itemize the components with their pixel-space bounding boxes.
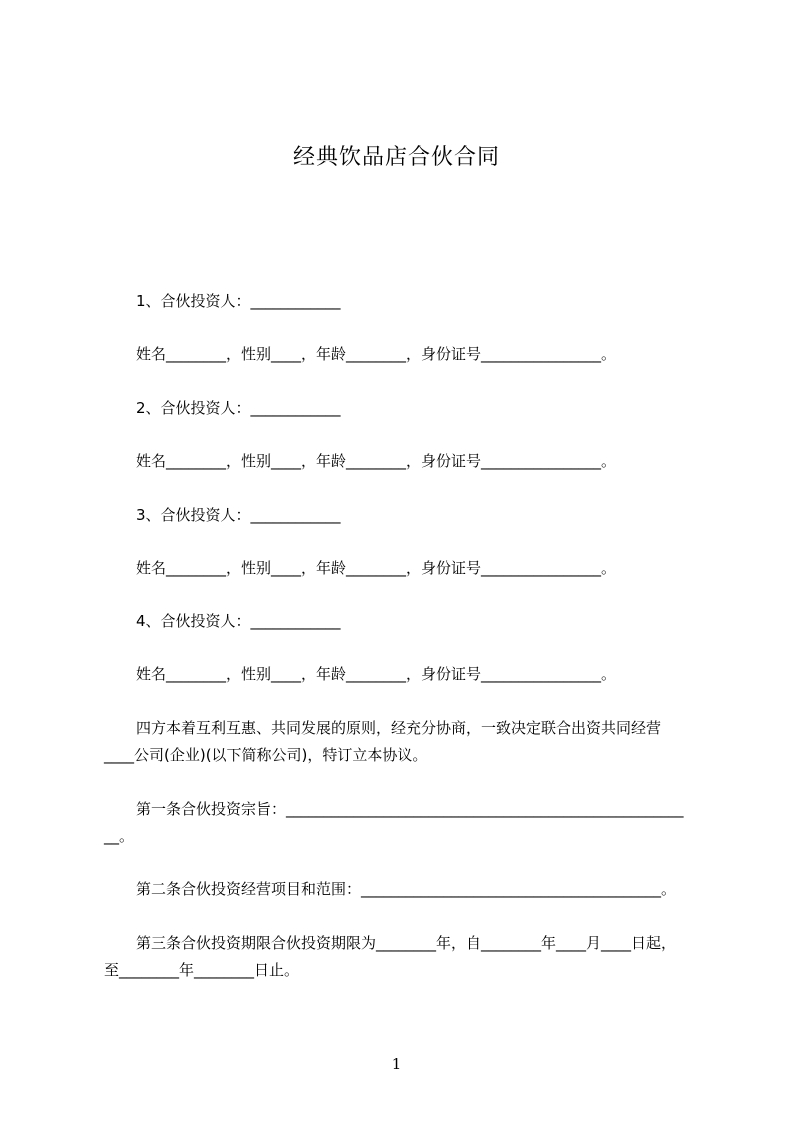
article-1-line-2: __。: [104, 827, 135, 845]
article-1-line-1: 第一条合伙投资宗旨：_____________________________________________________: [136, 800, 684, 818]
partner-1-heading: 1、合伙投资人：____________: [136, 292, 341, 310]
document-title: 经典饮品店合伙合同: [292, 145, 500, 170]
article-3-line-1: 第三条合伙投资期限合伙投资期限为________年，自________年____月____日起，: [136, 934, 677, 952]
preamble-line-2: ____公司(企业)(以下简称公司)，特订立本协议。: [104, 746, 428, 764]
preamble-line-1: 四方本着互利互惠、共同发展的原则，经充分协商，一致决定联合出资共同经营: [136, 719, 662, 737]
partner-2-details: 姓名________，性别____，年龄________，身份证号________________。: [136, 452, 617, 470]
partner-2-heading: 2、合伙投资人：____________: [136, 399, 341, 417]
article-3-line-2: 至________年________日止。: [104, 961, 300, 979]
partner-3-details: 姓名________，性别____，年龄________，身份证号________________。: [136, 559, 617, 577]
page-number: 1: [391, 1055, 402, 1073]
partner-4-details: 姓名________，性别____，年龄________，身份证号________________。: [136, 665, 617, 683]
partner-3-heading: 3、合伙投资人：____________: [136, 506, 341, 524]
partner-1-details: 姓名________，性别____，年龄________，身份证号________________。: [136, 345, 617, 363]
article-2-line: 第二条合伙投资经营项目和范围：________________________________________。: [136, 880, 677, 898]
partner-4-heading: 4、合伙投资人：____________: [136, 612, 341, 630]
